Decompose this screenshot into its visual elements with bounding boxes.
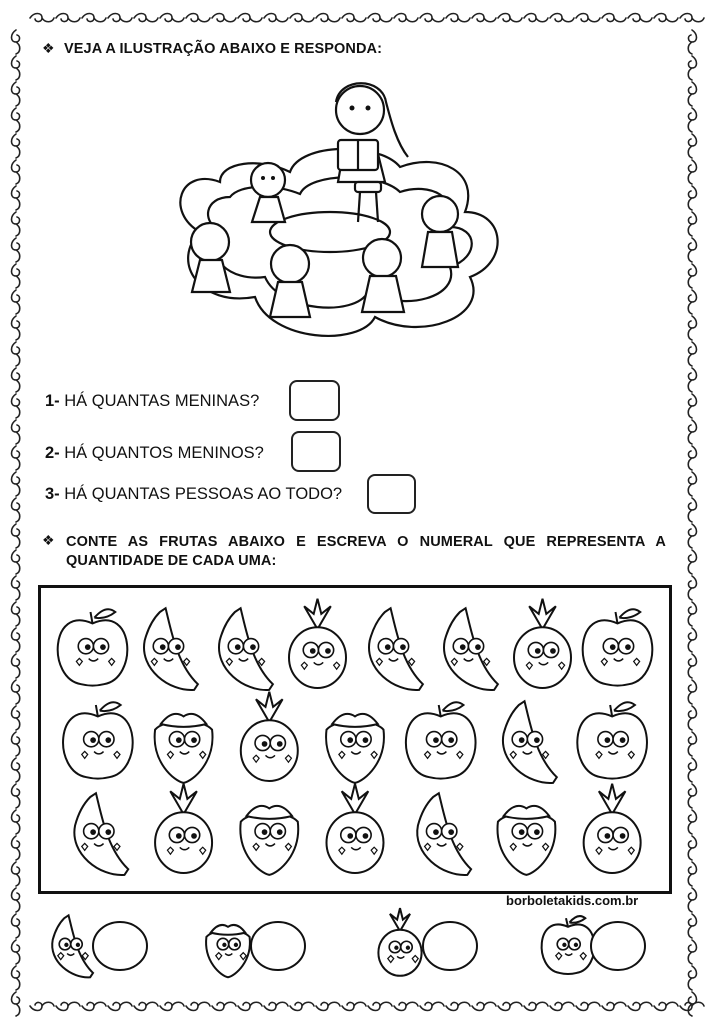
answer-circle-pineapple[interactable] (423, 922, 477, 970)
answer-circle-apple[interactable] (591, 922, 645, 970)
section-2-title-line-1: CONTE AS FRUTAS ABAIXO E ESCREVA O NUMERAL QUE REPRESENTA A (66, 534, 666, 550)
website-credit: borboletakids.com.br (506, 893, 639, 908)
answer-banana-icon (52, 915, 93, 977)
question-1-number: 1- (45, 392, 60, 410)
answer-circle-banana[interactable] (93, 922, 147, 970)
question-1-text: HÁ QUANTAS MENINAS? (64, 392, 260, 410)
diamond-bullet-icon: ❖ (42, 532, 55, 548)
question-2-number: 2- (45, 444, 60, 462)
answer-circle-strawberry[interactable] (251, 922, 305, 970)
answer-strawberry-icon (206, 925, 250, 977)
diamond-bullet-icon: ❖ (42, 40, 55, 56)
question-2-text: HÁ QUANTOS MENINOS? (64, 444, 264, 462)
answer-pineapple-icon (378, 908, 421, 976)
section-2-title-line-2: QUANTIDADE DE CADA UMA: (66, 553, 277, 569)
question-3-number: 3- (45, 485, 60, 503)
answer-apple-icon (542, 916, 595, 974)
section-1-title: VEJA A ILUSTRAÇÃO ABAIXO E RESPONDA: (64, 41, 383, 57)
question-3-text: HÁ QUANTAS PESSOAS AO TODO? (64, 485, 343, 503)
